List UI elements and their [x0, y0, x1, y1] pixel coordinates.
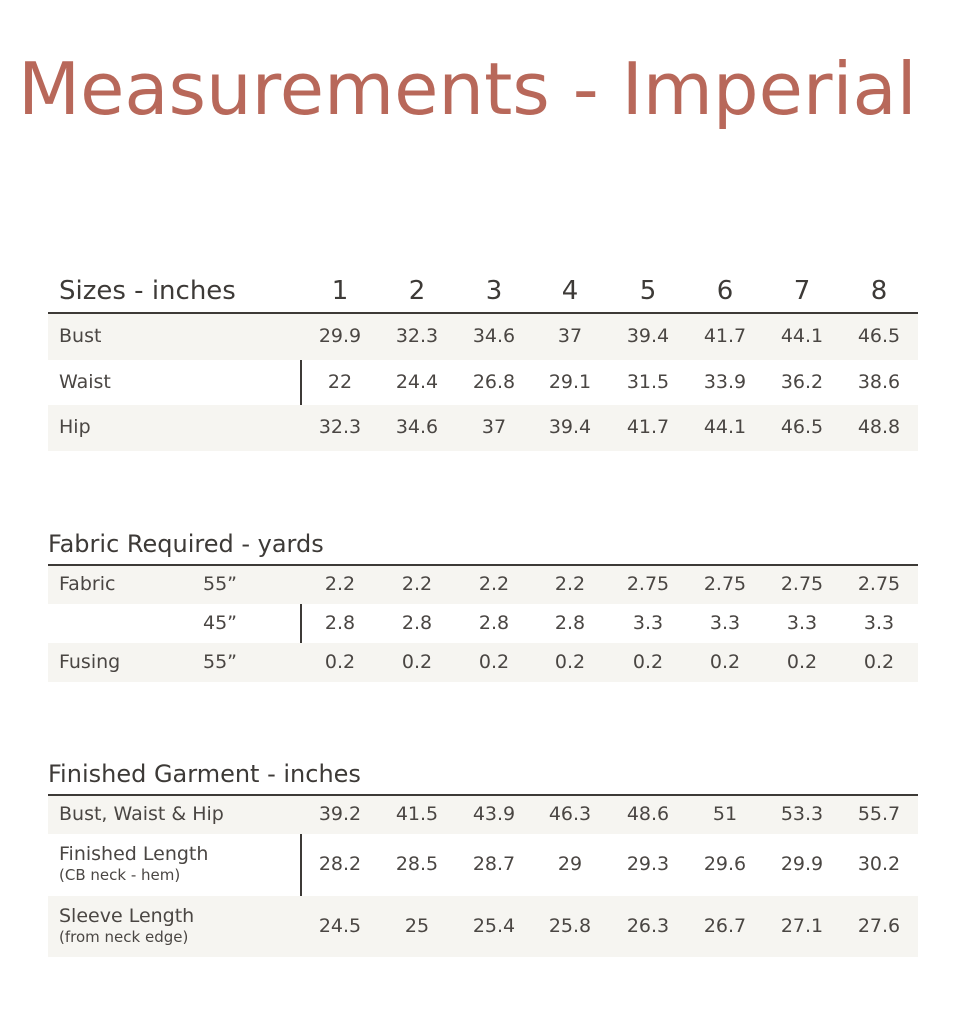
row-sublabel: (from neck edge)	[59, 928, 189, 946]
finished-table-header	[48, 746, 918, 794]
table-cell: 38.6	[857, 371, 901, 393]
table-cell: 0.2	[478, 651, 510, 673]
page-title: Measurements - Imperial	[18, 47, 917, 131]
size-header-3: 3	[485, 276, 503, 306]
table-cell: 2.2	[478, 573, 510, 595]
table-cell: 24.4	[395, 371, 439, 393]
table-cell: 2.2	[324, 573, 356, 595]
fabric-rows	[48, 566, 918, 682]
table-row	[48, 643, 918, 682]
table-row	[48, 405, 918, 451]
row-label	[59, 371, 111, 393]
table-cell: 2.2	[554, 573, 586, 595]
fabric-heading: Fabric Required - yards	[48, 530, 324, 558]
table-cell: 27.1	[780, 915, 824, 937]
row-label-text: Bust	[59, 325, 102, 347]
table-cell: 0.2	[863, 651, 895, 673]
table-cell: 55.7	[857, 803, 901, 825]
sizes-table-header	[48, 264, 918, 312]
table-row	[48, 896, 918, 957]
table-cell: 46.3	[548, 803, 592, 825]
table-row	[48, 796, 918, 834]
table-row	[48, 604, 918, 643]
table-cell: 39.2	[318, 803, 362, 825]
row-label	[59, 325, 101, 347]
table-cell: 48.8	[857, 416, 901, 438]
table-cell: 29.1	[548, 371, 592, 393]
row-label	[59, 416, 91, 438]
table-cell: 26.7	[703, 915, 747, 937]
table-cell: 2.8	[401, 612, 433, 634]
table-cell: 2.8	[324, 612, 356, 634]
table-cell: 29.9	[780, 853, 824, 875]
fabric-width: 55”	[203, 573, 238, 595]
table-cell: 2.75	[857, 573, 901, 595]
table-row	[48, 834, 918, 896]
table-cell: 32.3	[395, 325, 439, 347]
row-label-text: Finished Length	[59, 843, 209, 865]
table-cell: 39.4	[548, 416, 592, 438]
table-cell: 0.2	[786, 651, 818, 673]
table-cell: 2.8	[554, 612, 586, 634]
table-cell: 26.8	[472, 371, 516, 393]
table-cell: 3.3	[786, 612, 818, 634]
table-cell: 2.2	[401, 573, 433, 595]
table-cell: 41.7	[703, 325, 747, 347]
table-cell: 2.8	[478, 612, 510, 634]
finished-heading: Finished Garment - inches	[48, 760, 361, 788]
size-header-6: 6	[716, 276, 734, 306]
table-cell: 2.75	[626, 573, 670, 595]
size-header-2: 2	[408, 276, 426, 306]
table-row	[48, 314, 918, 360]
table-cell: 2.75	[780, 573, 824, 595]
table-cell: 25.8	[548, 915, 592, 937]
table-cell: 41.5	[395, 803, 439, 825]
table-cell: 28.2	[318, 853, 362, 875]
table-row	[48, 566, 918, 604]
table-cell: 28.7	[472, 853, 516, 875]
size-header-4: 4	[561, 276, 579, 306]
fabric-table-header	[48, 516, 918, 564]
table-cell: 36.2	[780, 371, 824, 393]
table-cell: 51	[712, 803, 738, 825]
sizes-rows	[48, 314, 918, 451]
table-cell: 28.5	[395, 853, 439, 875]
table-cell: 24.5	[318, 915, 362, 937]
row-label	[59, 651, 120, 673]
size-header-5: 5	[639, 276, 657, 306]
table-cell: 3.3	[632, 612, 664, 634]
row-label-text: Sleeve Length	[59, 905, 195, 927]
table-cell: 39.4	[626, 325, 670, 347]
table-cell: 44.1	[703, 416, 747, 438]
table-cell: 0.2	[324, 651, 356, 673]
row-label-text: Hip	[59, 416, 91, 438]
row-label-text: Fabric	[59, 573, 116, 595]
table-cell: 29.3	[626, 853, 670, 875]
table-cell: 33.9	[703, 371, 747, 393]
row-label	[59, 843, 208, 884]
table-cell: 0.2	[709, 651, 741, 673]
table-cell: 43.9	[472, 803, 516, 825]
size-header-8: 8	[870, 276, 888, 306]
table-cell: 26.3	[626, 915, 670, 937]
table-cell: 44.1	[780, 325, 824, 347]
row-sublabel: (CB neck - hem)	[59, 866, 181, 884]
fabric-width: 45”	[203, 612, 238, 634]
finished-rows	[48, 796, 918, 957]
row-label	[59, 905, 194, 946]
row-label	[59, 573, 115, 595]
row-label-text: Bust, Waist & Hip	[59, 803, 224, 825]
table-cell: 29.6	[703, 853, 747, 875]
table-cell: 29	[557, 853, 583, 875]
size-header-7: 7	[793, 276, 811, 306]
row-label-text: Fusing	[59, 651, 121, 673]
sizes-table	[48, 264, 918, 451]
table-cell: 31.5	[626, 371, 670, 393]
table-cell: 41.7	[626, 416, 670, 438]
table-cell: 25.4	[472, 915, 516, 937]
table-cell: 46.5	[780, 416, 824, 438]
table-cell: 0.2	[401, 651, 433, 673]
table-cell: 37	[557, 325, 583, 347]
table-cell: 48.6	[626, 803, 670, 825]
row-label	[59, 803, 224, 825]
table-cell: 53.3	[780, 803, 824, 825]
sizes-heading: Sizes - inches	[59, 276, 236, 306]
table-row	[48, 360, 918, 405]
table-cell: 0.2	[554, 651, 586, 673]
row-label-text: Waist	[59, 371, 111, 393]
table-cell: 3.3	[709, 612, 741, 634]
size-header-1: 1	[331, 276, 349, 306]
table-cell: 25	[404, 915, 430, 937]
table-cell: 46.5	[857, 325, 901, 347]
table-cell: 22	[327, 371, 353, 393]
table-cell: 32.3	[318, 416, 362, 438]
table-cell: 30.2	[857, 853, 901, 875]
table-cell: 34.6	[472, 325, 516, 347]
finished-garment-table	[48, 746, 918, 957]
fabric-table	[48, 516, 918, 682]
table-cell: 29.9	[318, 325, 362, 347]
table-cell: 0.2	[632, 651, 664, 673]
table-cell: 3.3	[863, 612, 895, 634]
fabric-width: 55”	[203, 651, 238, 673]
table-cell: 37	[481, 416, 507, 438]
table-cell: 27.6	[857, 915, 901, 937]
table-cell: 2.75	[703, 573, 747, 595]
table-cell: 34.6	[395, 416, 439, 438]
